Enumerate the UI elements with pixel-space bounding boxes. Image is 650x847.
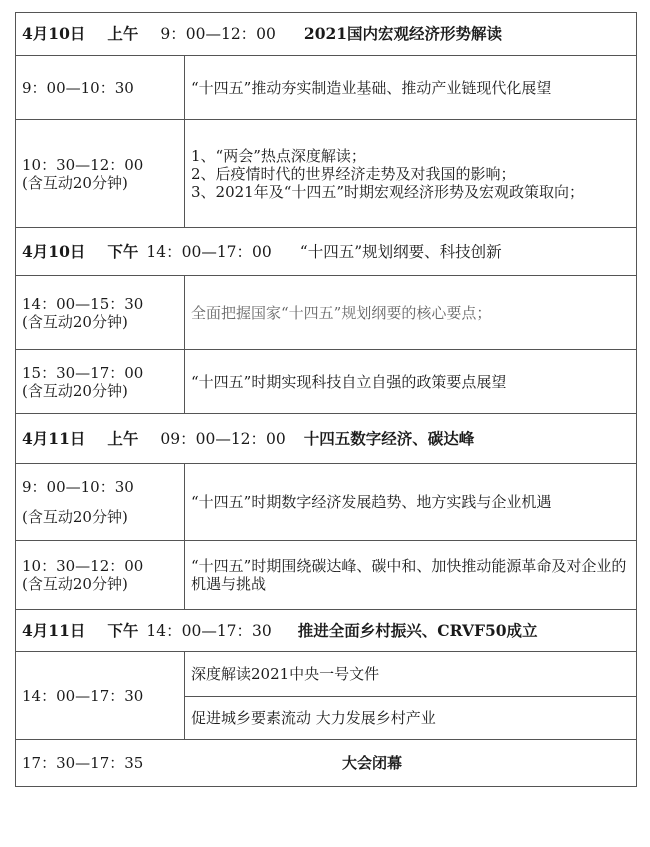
agenda-note: (含互动20分钟) — [22, 312, 128, 331]
agenda-note: (含互动20分钟) — [22, 381, 128, 400]
agenda-content: “十四五”时期数字经济发展趋势、地方实践与企业机遇 — [191, 493, 552, 511]
agenda-note: (含互动20分钟) — [22, 575, 128, 593]
closing-time: 17：30—17：35 — [22, 754, 144, 772]
agenda-content-cell — [185, 652, 637, 697]
session-date: 4月10日 — [22, 24, 86, 43]
session-4-header — [16, 610, 637, 652]
session-time: 14：00—17：00 — [146, 242, 272, 261]
session-header-cell — [16, 13, 637, 56]
agenda-content: “十四五”推动夯实制造业基础、推动产业链现代化展望 — [191, 78, 552, 97]
closing-row — [16, 740, 637, 787]
session-header-cell — [16, 610, 637, 652]
session-title: “十四五”规划纲要、科技创新 — [299, 242, 502, 261]
agenda-row — [16, 120, 637, 228]
session-date: 4月10日 — [22, 241, 86, 261]
agenda-time: 15：30—17：00 — [22, 363, 144, 382]
agenda-content-cell — [185, 120, 637, 228]
schedule-document — [15, 12, 636, 787]
session-date: 4月11日 — [22, 620, 86, 640]
agenda-content-cell — [185, 350, 637, 414]
agenda-time-cell — [16, 56, 185, 120]
agenda-row — [16, 464, 637, 541]
session-time: 09：00—12：00 — [160, 429, 286, 448]
agenda-note: (含互动20分钟) — [22, 173, 128, 192]
session-period: 上午 — [107, 24, 139, 43]
session-period: 上午 — [107, 428, 139, 448]
agenda-time: 10：30—12：00 — [22, 557, 144, 575]
session-title: 十四五数字经济、碳达峰 — [303, 428, 475, 448]
agenda-item: 促进城乡要素流动 大力发展乡村产业 — [191, 709, 436, 727]
agenda-time: 10：30—12：00 — [22, 155, 144, 174]
session-1-header — [16, 13, 637, 56]
closing-cell — [16, 740, 637, 787]
agenda-content-cell — [185, 541, 637, 610]
agenda-time: 9：00—10：30 — [22, 478, 134, 496]
agenda-row — [16, 56, 637, 120]
session-period: 下午 — [107, 620, 139, 640]
session-title: 2021国内宏观经济形势解读 — [303, 24, 503, 43]
session-title: 推进全面乡村振兴、CRVF50成立 — [297, 620, 538, 640]
agenda-time-cell — [16, 652, 185, 740]
session-header-cell — [16, 228, 637, 276]
agenda-item: 深度解读2021中央一号文件 — [191, 665, 380, 683]
agenda-row — [16, 276, 637, 350]
agenda-content: “十四五”时期实现科技自立自强的政策要点展望 — [191, 372, 507, 391]
agenda-content-cell — [185, 56, 637, 120]
session-2-header — [16, 228, 637, 276]
agenda-row — [16, 652, 637, 697]
session-date: 4月11日 — [22, 428, 86, 448]
closing-title: 大会闭幕 — [342, 754, 403, 772]
session-time: 9：00—12：00 — [160, 25, 276, 43]
agenda-content-cell — [185, 464, 637, 541]
agenda-content: 全面把握国家“十四五”规划纲要的核心要点； — [191, 303, 492, 322]
agenda-content: 1、“两会”热点深度解读； 2、后疫情时代的世界经济走势及对我国的影响； 3、2021年及“十四五”时期宏观经济形势及宏观政策取向； — [191, 146, 585, 201]
session-time: 14：00—17：30 — [146, 621, 272, 640]
agenda-row — [16, 350, 637, 414]
agenda-content: “十四五”时期围绕碳达峰、碳中和、加快推动能源革命及对企业的机遇与挑战 — [191, 557, 627, 593]
agenda-note: (含互动20分钟) — [22, 508, 128, 526]
agenda-time-cell — [16, 120, 185, 228]
agenda-time: 14：00—15：30 — [22, 294, 144, 313]
agenda-time-cell — [16, 464, 185, 541]
agenda-content-cell — [185, 697, 637, 740]
session-3-header — [16, 414, 637, 464]
agenda-content-cell — [185, 276, 637, 350]
agenda-time-cell — [16, 276, 185, 350]
agenda-time-cell — [16, 350, 185, 414]
session-period: 下午 — [107, 241, 139, 261]
schedule-table — [15, 12, 637, 787]
agenda-time: 14：00—17：30 — [22, 686, 144, 705]
agenda-time-cell — [16, 541, 185, 610]
agenda-time: 9：00—10：30 — [22, 78, 134, 97]
session-header-cell — [16, 414, 637, 464]
agenda-row — [16, 541, 637, 610]
